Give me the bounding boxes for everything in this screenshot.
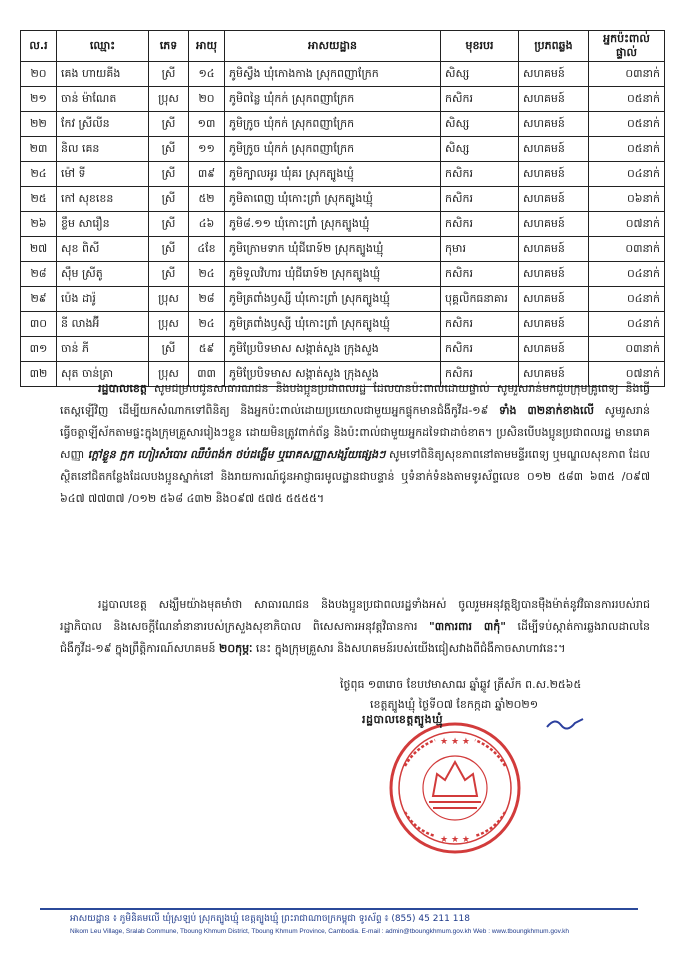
table-row: [21, 137, 665, 162]
cell-direct-contacts: ០៤នាក់: [589, 162, 665, 187]
cell-age: ១១: [189, 137, 225, 162]
table-row: [21, 162, 665, 187]
col-header-sex: ភេទ: [149, 31, 189, 62]
cell-occupation: កុមារ: [441, 237, 519, 262]
cell-infection-source: សហគមន៍: [519, 312, 589, 337]
cell-direct-contacts: ០៥នាក់: [589, 137, 665, 162]
cell-age: ២៤: [189, 262, 225, 287]
cell-age: ៤៦: [189, 212, 225, 237]
cell-occupation: កសិករ: [441, 87, 519, 112]
table-row: [21, 87, 665, 112]
cell-infection-source: សហគមន៍: [519, 212, 589, 237]
cell-sex: ស្រី: [149, 62, 189, 87]
cell-row-number: ២៨: [21, 262, 57, 287]
cell-occupation: កសិករ: [441, 362, 519, 387]
solar-date: ខេត្តត្បូងឃ្មុំ ថ្ងៃទី០៧ ខែកក្កដា ឆ្នាំ២០២១: [370, 698, 539, 711]
cell-direct-contacts: ០៦នាក់: [589, 187, 665, 212]
seal-title: រដ្ឋបាលខេត្តត្បូងឃ្មុំ: [362, 713, 444, 726]
paragraph-text: សូមជម្រាបជូនសាធារណជន និងបងប្អូនប្រជាពលរដ្ឋ ដែលបានប៉ះពាល់ដោយផ្ទាល់ សូមរួសរាន់មកជួបក្រុមគ្រូពេទ្យ និងធ្វើតេស្តឡើវិញ ដើម្បីយកសំណាកទៅពិនិត្យ និងអ្នកប៉ះពាល់ដោយប្រយោលជាមួយអ្នកផ្ទុកមានជំងឺកូវីដ-១៩: [60, 382, 650, 417]
cell-address: ភូមិក្រូច ឃុំកក់ ស្រុកពញាក្រែក: [225, 137, 441, 162]
cell-address: ភូមិត្រពាំងឫស្សី ឃុំកោះព្រាំ ស្រុកត្បូងឃ្មុំ: [225, 287, 441, 312]
cell-occupation: សិស្ស: [441, 137, 519, 162]
cell-direct-contacts: ០៧នាក់: [589, 212, 665, 237]
cell-address: ភូមិប្រែបិទមាស សង្កាត់សួង ក្រុងសួង: [225, 337, 441, 362]
table-row: [21, 62, 665, 87]
cell-row-number: ២០: [21, 62, 57, 87]
cell-direct-contacts: ០៤នាក់: [589, 262, 665, 287]
cell-age: ១៤: [189, 62, 225, 87]
cell-person-name: ស៊ឹម ស្រីតូ: [57, 262, 149, 287]
cell-person-name: ចាន់ ភី: [57, 337, 149, 362]
cell-occupation: បុគ្គលិកធនាគារ: [441, 287, 519, 312]
cell-infection-source: សហគមន៍: [519, 262, 589, 287]
cell-age: ៣៣: [189, 362, 225, 387]
cell-person-name: កែវ ស្រីលីន: [57, 112, 149, 137]
cell-address: ភូមិស្វឹង ឃុំកោងកាង ស្រុកពញាក្រែក: [225, 62, 441, 87]
cell-sex: ស្រី: [149, 112, 189, 137]
cell-sex: ស្រី: [149, 187, 189, 212]
signature-mark: [545, 715, 585, 735]
table-row: [21, 212, 665, 237]
paragraph-text: សូមទៅពិនិត្យសុខភាពនៅតាមមន្ទីរពេទ្យ ឬមណ្ឌលសុខភាព ដែលស្ថិតនៅជិតកន្លែងដែលបងប្អូនស្នាក់នៅ និងរាយការណ៍ជូនអាជ្ញាធរមូលដ្ឋានជាបន្ទាន់ ឬទំនាក់ទំនងតាមទូរស័ព្ទលេខ ០១២ ៥៨៣ ៦៣៥ /០៩៧ ៦៤៧ ៧៧៣៧ /០១២ ៥៦៨ ៤៣២ និង០៩៧ ៥៧៥ ៥៥៥៥។: [60, 448, 650, 505]
cell-sex: ស្រី: [149, 137, 189, 162]
lunar-date: ថ្ងៃពុធ ១៣រោច ខែបឋមាសាឍ ឆ្នាំឆ្លូវ ត្រីស័ក ព.ស.២៥៦៥: [340, 678, 582, 691]
cell-row-number: ២៦: [21, 212, 57, 237]
col-header-age: អាយុ: [189, 31, 225, 62]
symptoms-text: ក្ដៅខ្លួន ក្អក ហៀរសំបោរ ឈឺបំពង់ក ថប់ដង្ហើម ឬរោគសញ្ញាសង្ស័យផ្សេងៗ: [87, 448, 386, 461]
cell-row-number: ២៥: [21, 187, 57, 212]
cell-row-number: ២៧: [21, 237, 57, 262]
cell-person-name: និល គេន: [57, 137, 149, 162]
cell-person-name: សុត ចាន់ត្រា: [57, 362, 149, 387]
cell-age: ២៨: [189, 287, 225, 312]
cell-infection-source: សហគមន៍: [519, 162, 589, 187]
cell-address: ភូមិក្រូច ឃុំកក់ ស្រុកពញាក្រែក: [225, 112, 441, 137]
cell-row-number: ២១: [21, 87, 57, 112]
cell-person-name: គេង ហាយគីង: [57, 62, 149, 87]
cell-person-name: ម៉ៅ ទី: [57, 162, 149, 187]
notice-paragraph-2: [60, 594, 650, 660]
cell-age: ២៤: [189, 312, 225, 337]
col-header-address: អាសយដ្ឋាន: [225, 31, 441, 62]
cell-direct-contacts: ០៤នាក់: [589, 287, 665, 312]
cell-address: ភូមិប្រែបិទមាស សង្កាត់សួង ក្រុងសួង: [225, 362, 441, 387]
cell-person-name: កៅ សុខខេន: [57, 187, 149, 212]
paragraph-lead: រដ្ឋបាលខេត្ត: [98, 382, 147, 395]
table-row: [21, 187, 665, 212]
cell-row-number: ៣២: [21, 362, 57, 387]
cell-row-number: ៣១: [21, 337, 57, 362]
cell-occupation: សិស្ស: [441, 112, 519, 137]
slogan-text: "៣ការពារ ៣កុំ": [428, 620, 507, 633]
col-header-occupation: មុខរបរ: [441, 31, 519, 62]
cell-sex: ស្រី: [149, 162, 189, 187]
notice-paragraph-1: [60, 378, 650, 510]
paragraph-text: រដ្ឋបាលខេត្ត សង្ឃឹមយ៉ាងមុតមាំថា សាធារណជន និងបងប្អូនប្រជាពលរដ្ឋទាំងអស់ ចូលរួមអនុវត្តឱ្យបានម៉ឺងម៉ាត់នូវវិធានការរបស់រាជរដ្ឋាភិបាល និងសេចក្តីណែនាំនានារបស់ក្រសួងសុខាភិបាល ពិសេសការអនុវត្តវិធានការ: [60, 598, 650, 633]
cell-sex: ប្រុស: [149, 87, 189, 112]
cell-address: ភូមិពន្លៃ ឃុំកក់ ស្រុកពញាក្រែក: [225, 87, 441, 112]
footer-address-khmer: អាសយដ្ឋាន ៖ ភូមិនិគមលើ ឃុំស្រឡប់ ស្រុកត្បូងឃ្មុំ ខេត្តត្បូងឃ្មុំ ព្រះរាជាណាចក្រកម្ពុជា ទូរស័ព្ទ ៖ (855) 45 211 118: [70, 914, 470, 924]
cell-age: ៤ខែ: [189, 237, 225, 262]
table-header: [21, 31, 665, 62]
table-row: [21, 287, 665, 312]
cell-infection-source: សហគមន៍: [519, 237, 589, 262]
cell-infection-source: សហគមន៍: [519, 362, 589, 387]
cell-person-name: សុខ ពិសី: [57, 237, 149, 262]
paragraph-text: ដើម្បីទប់ស្កាត់ការឆ្លងរាលដាលនៃជំងឺកូវីដ-១៩ ក្នុងព្រឹត្តិការណ៍សហគមន៍: [60, 620, 650, 655]
cell-direct-contacts: ០៣នាក់: [589, 337, 665, 362]
cell-sex: ស្រី: [149, 212, 189, 237]
cell-sex: ស្រី: [149, 237, 189, 262]
cell-direct-contacts: ០៤នាក់: [589, 312, 665, 337]
cell-person-name: ប៉េង ដារ៉ូ: [57, 287, 149, 312]
table-row: [21, 112, 665, 137]
cell-occupation: កសិករ: [441, 262, 519, 287]
cell-occupation: កសិករ: [441, 162, 519, 187]
cell-age: ៥២: [189, 187, 225, 212]
cell-infection-source: សហគមន៍: [519, 137, 589, 162]
footer-divider: [40, 908, 638, 910]
table-row: [21, 312, 665, 337]
cell-person-name: នី លាងអ៊ី: [57, 312, 149, 337]
cell-address: ភូមិតាពេញ ឃុំកោះព្រាំ ស្រុកត្បូងឃ្មុំ: [225, 187, 441, 212]
paragraph-bold: ទាំង ៣២នាក់ខាងលើ: [499, 404, 594, 417]
cell-direct-contacts: ០៧នាក់: [589, 362, 665, 387]
cell-age: ២០: [189, 87, 225, 112]
cell-occupation: កសិករ: [441, 312, 519, 337]
cell-direct-contacts: ០៣នាក់: [589, 237, 665, 262]
cell-infection-source: សហគមន៍: [519, 337, 589, 362]
cell-person-name: ចាន់ ម៉ាណែត: [57, 87, 149, 112]
cell-address: ភូមិទួលវិហារ ឃុំជីរោទ៍២ ស្រុកត្បូងឃ្មុំ: [225, 262, 441, 287]
table-body: [21, 62, 665, 387]
cell-row-number: ៣០: [21, 312, 57, 337]
cell-row-number: ២៩: [21, 287, 57, 312]
cell-sex: ប្រុស: [149, 287, 189, 312]
paragraph-text: សូមរួសរាន់ធ្វើចត្តាឡីស័កតាមផ្ទះក្នុងក្រុមគ្រួសាររៀងៗខ្លួន ដោយមិនត្រូវពាក់ព័ន្ធ និងប៉ះពាល់ជាមួយអ្នកដទៃជាដាច់ខាត។ ប្រសិនបើបងប្អូនប្រជាពលរដ្ឋ មានរោគសញ្ញា: [60, 404, 650, 461]
cell-infection-source: សហគមន៍: [519, 87, 589, 112]
cell-address: ភូមិក្រោមទាក ឃុំជីរោទ៍២ ស្រុកត្បូងឃ្មុំ: [225, 237, 441, 262]
cell-sex: ស្រី: [149, 337, 189, 362]
cell-address: ភូមិក្បាលអូរ ឃុំគរ ស្រុកត្បូងឃ្មុំ: [225, 162, 441, 187]
cell-infection-source: សហគមន៍: [519, 287, 589, 312]
footer-address-english: Nikom Leu Village, Sralab Commune, Tboung Khmum District, Tboung Khmum Province, Cambodia. E-mail : admin@tboungkhmum.gov.kh Web : www.tboungkhmum.gov.kh: [70, 928, 570, 935]
svg-text:★ ★ ★: ★ ★ ★: [440, 835, 470, 845]
table-row: [21, 262, 665, 287]
cell-row-number: ២៤: [21, 162, 57, 187]
cell-direct-contacts: ០៣នាក់: [589, 62, 665, 87]
cell-age: ៥៩: [189, 337, 225, 362]
cell-address: ភូមិត្រពាំងឫស្សី ឃុំកោះព្រាំ ស្រុកត្បូងឃ្មុំ: [225, 312, 441, 337]
table-row: [21, 237, 665, 262]
col-header-name: ឈ្មោះ: [57, 31, 149, 62]
cell-infection-source: សហគមន៍: [519, 112, 589, 137]
cell-row-number: ២២: [21, 112, 57, 137]
cell-sex: ប្រុស: [149, 312, 189, 337]
patient-table: [20, 30, 665, 387]
official-seal: [385, 718, 525, 858]
cell-person-name: ខ្លឹម សារឿន: [57, 212, 149, 237]
cell-age: ១៣: [189, 112, 225, 137]
cell-infection-source: សហគមន៍: [519, 187, 589, 212]
cell-direct-contacts: ០៥នាក់: [589, 112, 665, 137]
col-header-source: ប្រភពឆ្លង: [519, 31, 589, 62]
cell-address: ភូមិ៨.១១ ឃុំកោះព្រាំ ស្រុកត្បូងឃ្មុំ: [225, 212, 441, 237]
cell-occupation: កសិករ: [441, 212, 519, 237]
event-name: ២០កុម្ភៈ: [219, 642, 253, 655]
cell-age: ៣៩: [189, 162, 225, 187]
paragraph-text: នេះ ក្នុងក្រុមគ្រួសារ និងសហគមន៍របស់យើងជៀសវាងពីជំងឺកាចសាហាវនេះ។: [252, 642, 566, 655]
cell-direct-contacts: ០៥នាក់: [589, 87, 665, 112]
cell-sex: ប្រុស: [149, 362, 189, 387]
cell-infection-source: សហគមន៍: [519, 62, 589, 87]
col-header-no: ល.រ: [21, 31, 57, 62]
cell-occupation: កសិករ: [441, 337, 519, 362]
cell-occupation: កសិករ: [441, 187, 519, 212]
cell-sex: ស្រី: [149, 262, 189, 287]
table-row: [21, 337, 665, 362]
cell-occupation: សិស្ស: [441, 62, 519, 87]
svg-text:★ ★ ★: ★ ★ ★: [440, 737, 470, 747]
cell-row-number: ២៣: [21, 137, 57, 162]
col-header-contacts: អ្នកប៉ះពាល់ផ្ទាល់: [589, 31, 665, 62]
